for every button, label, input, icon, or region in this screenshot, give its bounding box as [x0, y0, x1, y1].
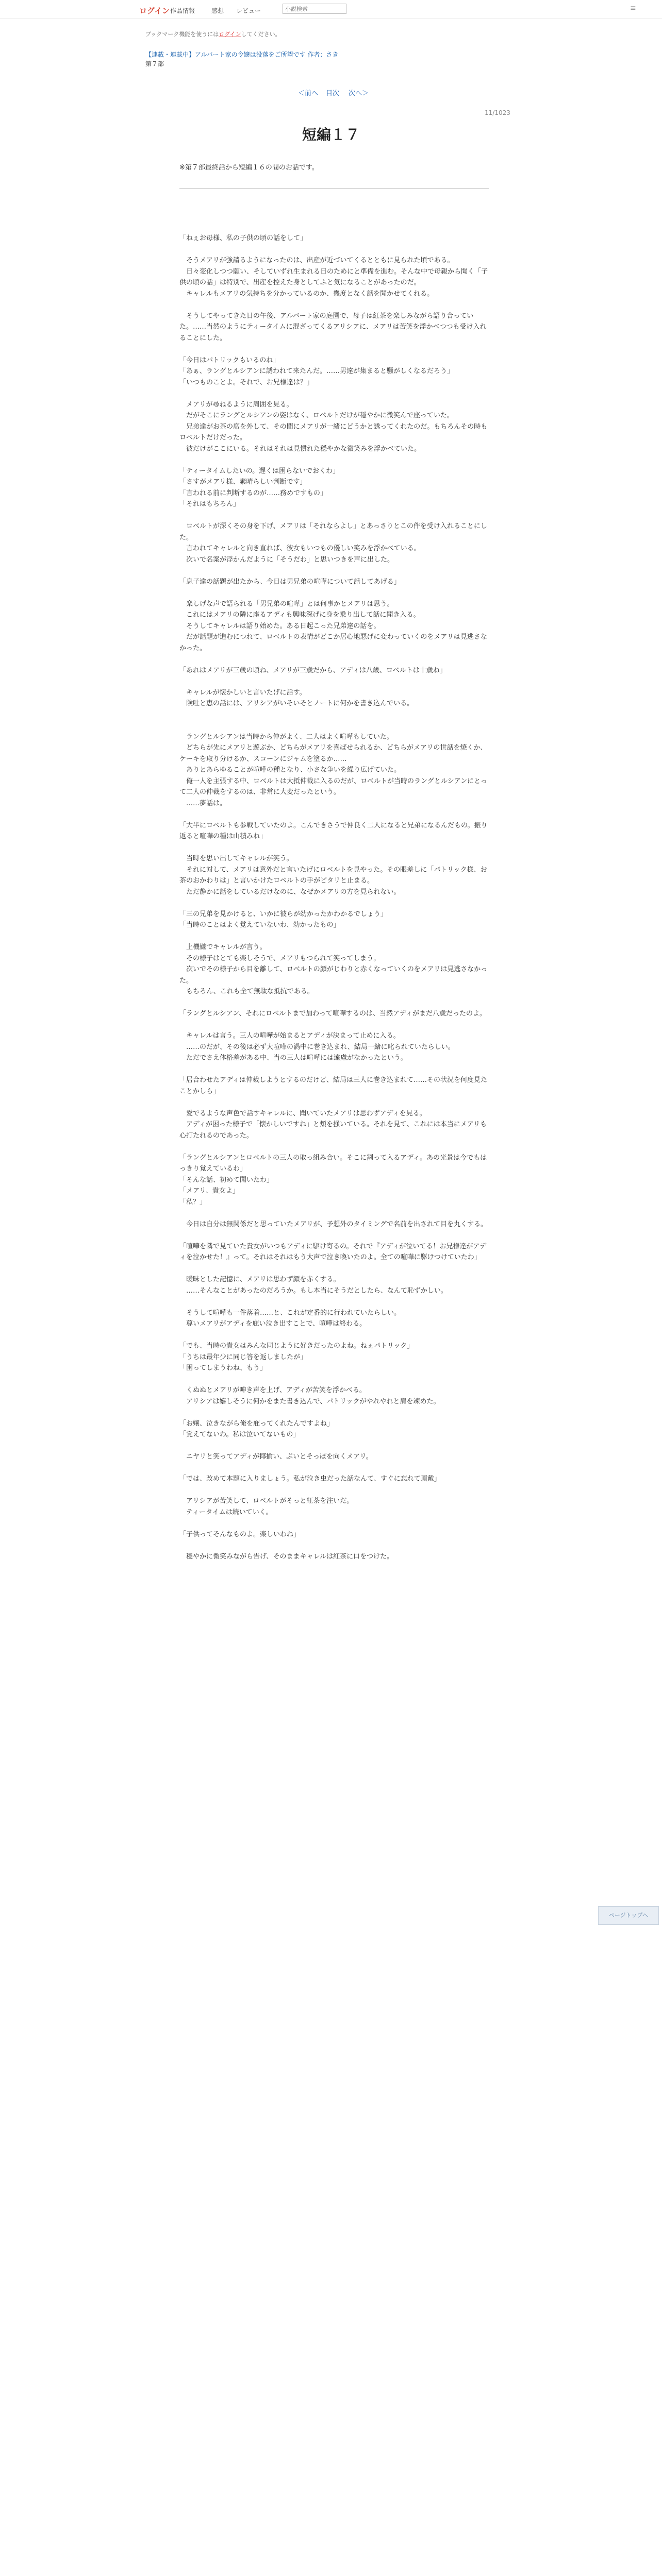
story-paragraph: 「いつものことよ。それで、お兄様達は？」: [179, 378, 313, 386]
story-paragraph: [179, 1330, 489, 1341]
story-paragraph: [179, 1440, 489, 1452]
story-paragraph: [179, 654, 489, 665]
story-paragraph: [179, 1263, 489, 1275]
story-paragraph: だがそこにラングとルシアンの姿はなく、ロベルトだけが穏やかに微笑んで座っていた。: [179, 412, 454, 419]
story-paragraph: [179, 809, 489, 820]
story-paragraph: くぬぬとメアリが呻き声を上げ、アディが苦笑を浮かべる。: [179, 1386, 366, 1394]
story-paragraph: ラングとルシアンは当時から仲がよく、二人はよく喧嘩もしていた。: [179, 733, 393, 741]
story-paragraph: 言われてキャレルと向き直れば、彼女もいつもの優しい笑みを浮かべている。: [179, 545, 421, 552]
story-paragraph: [179, 676, 489, 687]
prev-link[interactable]: ＜前へ: [298, 90, 319, 97]
page-number: 11/1023: [485, 109, 510, 116]
story-paragraph: ……夢話は。: [179, 799, 227, 807]
story-paragraph: 「では、改めて本題に入りましょう。私が泣き虫だった話なんて、すぐに忘れて頂戴」: [179, 1475, 441, 1483]
story-paragraph: 「ねぇお母様、私の子供の頃の話をして」: [179, 234, 307, 242]
story-paragraph: 「息子達の話題が出たから、今日は男兄弟の喧嘩について話してあげる」: [179, 578, 401, 586]
story-paragraph: 「そんな話、初めて聞いたわ」: [179, 1176, 274, 1184]
story-paragraph: 俺一人を主張する中、ロベルトは大抵仲裁に入るのだが、ロベルトが当時のラングとルシアンにとって二人の仲裁をするのは、非常に大変だったという。: [179, 777, 487, 796]
story-paragraph: そうしてキャレルは語り始めた。ある日起こった兄弟達の話を。: [179, 622, 380, 630]
story-paragraph: 「当時のことはよく覚えていないわ、幼かったもの」: [179, 921, 340, 929]
page-title: 短編１７: [302, 126, 360, 143]
series-title-link[interactable]: 【連載・連載中】アルバート家の令嬢は没落をご所望です 作者：さき: [145, 51, 339, 58]
story-paragraph: 「それはもちろん」: [179, 500, 240, 508]
story-paragraph: [179, 1141, 489, 1153]
chapter-number: 第７部: [145, 60, 164, 67]
story-paragraph: [179, 565, 489, 577]
story-paragraph: ニヤリと笑ってアディが揶揄い、ぷいとそっぽを向くメアリ。: [179, 1453, 373, 1461]
story-paragraph: [179, 1064, 489, 1075]
next-link[interactable]: 次へ＞: [349, 90, 369, 97]
story-paragraph: 上機嫌でキャレルが言う。: [179, 943, 267, 951]
story-paragraph: 「うちは最年少に同じ答を返しましたが」: [179, 1353, 307, 1361]
nav-item-impressions[interactable]: 感想: [211, 7, 224, 14]
story-paragraph: ……のだが、その後は必ず大喧嘩の渦中に巻き込まれ、結局一緒に叱られていたらしい。: [179, 1043, 455, 1051]
story-paragraph: 「でも、当時の貴女はみんな同じように好きだったのよね。ねぇパトリック」: [179, 1342, 414, 1350]
story-paragraph: [179, 1230, 489, 1241]
story-paragraph: 「お嬢、泣きながら俺を庇ってくれたんですよね」: [179, 1419, 334, 1428]
story-paragraph: だが話題が進むにつれて、ロベルトの表情がどこか居心地悪げに変わっていくのをメアリは見逃さなかった。: [179, 633, 487, 652]
story-paragraph: [179, 1463, 489, 1474]
story-paragraph: どちらが先にメアリと遊ぶか、どちらがメアリを喜ばせられるか、どちらがメアリの世話を焼くか、ケーキを取り分けるか、スコーンにジャムを塗るか……: [179, 744, 487, 763]
story-paragraph: 曖昧とした記憶に、メアリは思わず顔を赤くする。: [179, 1276, 340, 1283]
notice-login-link[interactable]: ログイン: [219, 31, 241, 38]
story-paragraph: 愛でるような声色で話すキャレルに、聞いていたメアリは思わずアディを見る。: [179, 1109, 426, 1117]
story-paragraph: [179, 897, 489, 909]
story-paragraph: [179, 709, 489, 721]
story-paragraph: 尊いメアリがアディを庇い泣き出すことで、喧嘩は終わる。: [179, 1320, 367, 1328]
story-paragraph: [179, 1540, 489, 1551]
story-paragraph: [179, 388, 489, 399]
menu-icon[interactable]: ≡: [630, 4, 636, 12]
story-paragraph: ただ静かに話をしているだけなのに、なぜかメアリの方を見られない。: [179, 888, 401, 896]
story-paragraph: 当時を思い出してキャレルが笑う。: [179, 855, 293, 862]
story-paragraph: アディが困った様子で「懐かしいですね」と頬を掻いている。それを見て、これには本当にメアリも心打たれるのであった。: [179, 1121, 487, 1140]
story-paragraph: キャレルもメアリの気持ちを分かっているのか、幾度となく話を聞かせてくれる。: [179, 290, 434, 298]
story-paragraph: [179, 344, 489, 355]
story-paragraph: ただでさえ体格差がある中、当の三人は喧嘩には遠慮がなかったという。: [179, 1054, 408, 1062]
story-paragraph: 「メアリ、貴女よ」: [179, 1187, 239, 1195]
story-paragraph: 「三の兄弟を見かけると、いかに彼らが幼かったかわかるでしょう」: [179, 910, 387, 918]
story-paragraph: 「あれはメアリが三歳の頃ね、メアリが三歳だから、アディは八歳、ロベルトは十歳ね」: [179, 666, 446, 674]
story-paragraph: 「子供ってそんなものよ。楽しいわね」: [179, 1530, 301, 1538]
login-link[interactable]: ログイン: [139, 6, 170, 15]
story-paragraph: アリシアが苦笑して、ロベルトがそっと紅茶を注いだ。: [179, 1497, 354, 1505]
story-paragraph: ロベルトが深くその身を下げ、メアリは「それならよし」とあっさりとこの件を受け入れることにした。: [179, 522, 487, 541]
story-paragraph: [179, 1485, 489, 1496]
story-paragraph: 「今日はパトリックもいるのね」: [179, 356, 280, 364]
story-paragraph: 「私？」: [179, 1198, 207, 1206]
notice-suffix: してください。: [241, 31, 281, 38]
story-paragraph: [179, 1208, 489, 1219]
story-paragraph: 「喧嘩を隣で見ていた貴女がいつもアディに駆け寄るの。それで『アディが泣いてる！お兄様達がアディを泣かせた！』って。それはそれはもう大声で泣き喚いたのよ。全ての喧嘩に駆けつけていたわ」: [179, 1242, 487, 1261]
story-paragraph: 「ラングとルシアン、それにロベルトまで加わって喧嘩するのは、当然アディがまだ八歳だったのよ。: [179, 1010, 486, 1018]
story-paragraph: 険吐と恵の話には、アリシアがいそいそとノートに何かを書き込んでいる。: [179, 700, 414, 707]
story-paragraph: もちろん、これも全て無駄な抵抗である。: [179, 988, 314, 995]
search-input[interactable]: [283, 4, 346, 14]
story-paragraph: そうしてやってきた日の午後、アルバート家の庭園で、母子は紅茶を楽しみながら語り合っていた。……当然のようにティータイムに混ざってくるアリシアに、メアリは苦笑を浮かべつつも受け入れることにした。: [179, 312, 487, 342]
toc-link[interactable]: 目次: [326, 90, 340, 97]
story-paragraph: 「居合わせたアディは仲裁しようとするのだけど、結局は三人に巻き込まれて……その状況を何度見たことかしら」: [179, 1076, 487, 1095]
story-paragraph: 兄弟達がお茶の席を外して、その間にメアリが一緒にどうかと誘ってくれたのだ。もちろんその時もロベルトだけだった。: [179, 422, 488, 442]
story-paragraph: 今日は自分は無関係だと思っていたメアリが、予想外のタイミングで名前を出されて目を丸くする。: [179, 1220, 487, 1228]
story-paragraph: 「困ってしまうわね、もう」: [179, 1364, 267, 1372]
story-paragraph: [179, 1407, 489, 1418]
story-paragraph: [179, 1097, 489, 1108]
notice-prefix: ブックマーク機能を使うには: [145, 31, 219, 38]
story-paragraph: [179, 454, 489, 466]
story-paragraph: そうして喧嘩も一件落着……と、これが定番的に行われていたらしい。: [179, 1309, 401, 1317]
story-paragraph: [179, 1296, 489, 1308]
story-paragraph: 楽しげな声で語られる「男兄弟の喧嘩」とは何事かとメアリは思う。: [179, 600, 394, 608]
nav-item-work-info[interactable]: 作品情報: [170, 7, 195, 14]
story-paragraph: [179, 720, 489, 732]
story-paragraph: 「言われる前に判断するのが……務めですもの」: [179, 489, 327, 497]
story-paragraph: メアリが尋ねるように周囲を見る。: [179, 400, 293, 409]
story-paragraph: [179, 997, 489, 1009]
story-paragraph: 「ラングとルシアンとロベルトの三人の取っ組み合い。そこに割って入るアディ。あの光景は今でもはっきり覚えているわ」: [179, 1154, 487, 1173]
story-paragraph: [179, 1518, 489, 1529]
story-paragraph: [179, 1020, 489, 1031]
nav-item-reviews[interactable]: レビュー: [236, 7, 261, 14]
story-paragraph: その様子はとても楽しそうで、メアリもつられて笑ってしまう。: [179, 954, 380, 962]
story-paragraph: 次いで名案が浮かんだように「そうだわ」と思いつきを声に出した。: [179, 555, 394, 564]
top-nav-bar: [0, 0, 662, 19]
story-paragraph: 次いでその様子から目を離して、ロベルトの顔がじわりと赤くなっていくのをメアリは見逃さなかった。: [179, 965, 488, 985]
story-paragraph: これにはメアリの隣に座るアディも興味深げに身を乗り出して話に聞き入る。: [179, 611, 420, 619]
story-paragraph: [179, 587, 489, 599]
story-paragraph: [179, 931, 489, 942]
story-paragraph: キャレルが懐かしいと言いたげに話す。: [179, 688, 306, 697]
story-paragraph: そうメアリが強請るようになったのは、出産が近づいてくるとともに見られた頃である。: [179, 257, 454, 264]
bookmark-notice: [145, 30, 281, 38]
story-paragraph: 「さすがメアリ様、素晴らしい判断です」: [179, 478, 307, 486]
story-paragraph: [179, 1374, 489, 1385]
story-paragraph: ありとあらゆることが喧嘩の種となり、小さな争いを繰り広げていた。: [179, 766, 401, 774]
story-paragraph: 穏やかに微笑みながら告げ、そのままキャレルは紅茶に口をつけた。: [179, 1552, 394, 1561]
story-paragraph: [179, 299, 489, 311]
story-paragraph: [179, 244, 489, 256]
story-paragraph: 「大半にロベルトも参戦していたのよ。こんできさうで仲良く二人になると兄弟になるんだもの。振り返ると喧嘩の種は山積みね」: [179, 821, 488, 840]
story-paragraph: 「ティータイムしたいの。遅くは困らないでおくわ」: [179, 467, 340, 475]
story-paragraph: アリシアは嬉しそうに何かをまた書き込んで、パトリックがやれやれと肩を竦めた。: [179, 1397, 440, 1405]
preface-text: ※第７部最終話から短編１６の間のお話です。: [179, 164, 319, 172]
story-paragraph: 「あぁ、ラングとルシアンに誘われて来たんだ。……男達が集まると騒がしくなるだろう」: [179, 367, 454, 375]
story-paragraph: ……そんなことがあったのだろうか。もし本当にそうだとしたら、なんて恥ずかしい。: [179, 1286, 448, 1295]
novel-body: [179, 233, 489, 1562]
page-top-button[interactable]: ページトップへ: [598, 1906, 659, 1925]
story-paragraph: ティータイムは続いていく。: [179, 1508, 273, 1516]
story-paragraph: [179, 510, 489, 521]
story-paragraph: キャレルは言う。三人の喧嘩が始まるとアディが決まって止めに入る。: [179, 1032, 400, 1040]
story-paragraph: [179, 842, 489, 854]
story-paragraph: 「覚えてないわ。私は泣いてないもの」: [179, 1431, 300, 1438]
story-paragraph: 日々変化しつつ願い、そしていずれ生まれる日のためにと準備を進む。そんな中で母親から聞く「子供の頃の話」は特別で、出産を控えた身としてふと気になることがあったのだ。: [179, 267, 488, 286]
story-paragraph: 彼だけがここにいる。それはそれは見慣れた穏やかな微笑みを浮かべていた。: [179, 445, 421, 453]
story-paragraph: それに対して、メアリは意外だと言いたげにロベルトを見やった。その眼差しに「パトリック様、お茶のおかわりは」と言いかけたロベルトの手がピタリと止まる。: [179, 866, 487, 885]
